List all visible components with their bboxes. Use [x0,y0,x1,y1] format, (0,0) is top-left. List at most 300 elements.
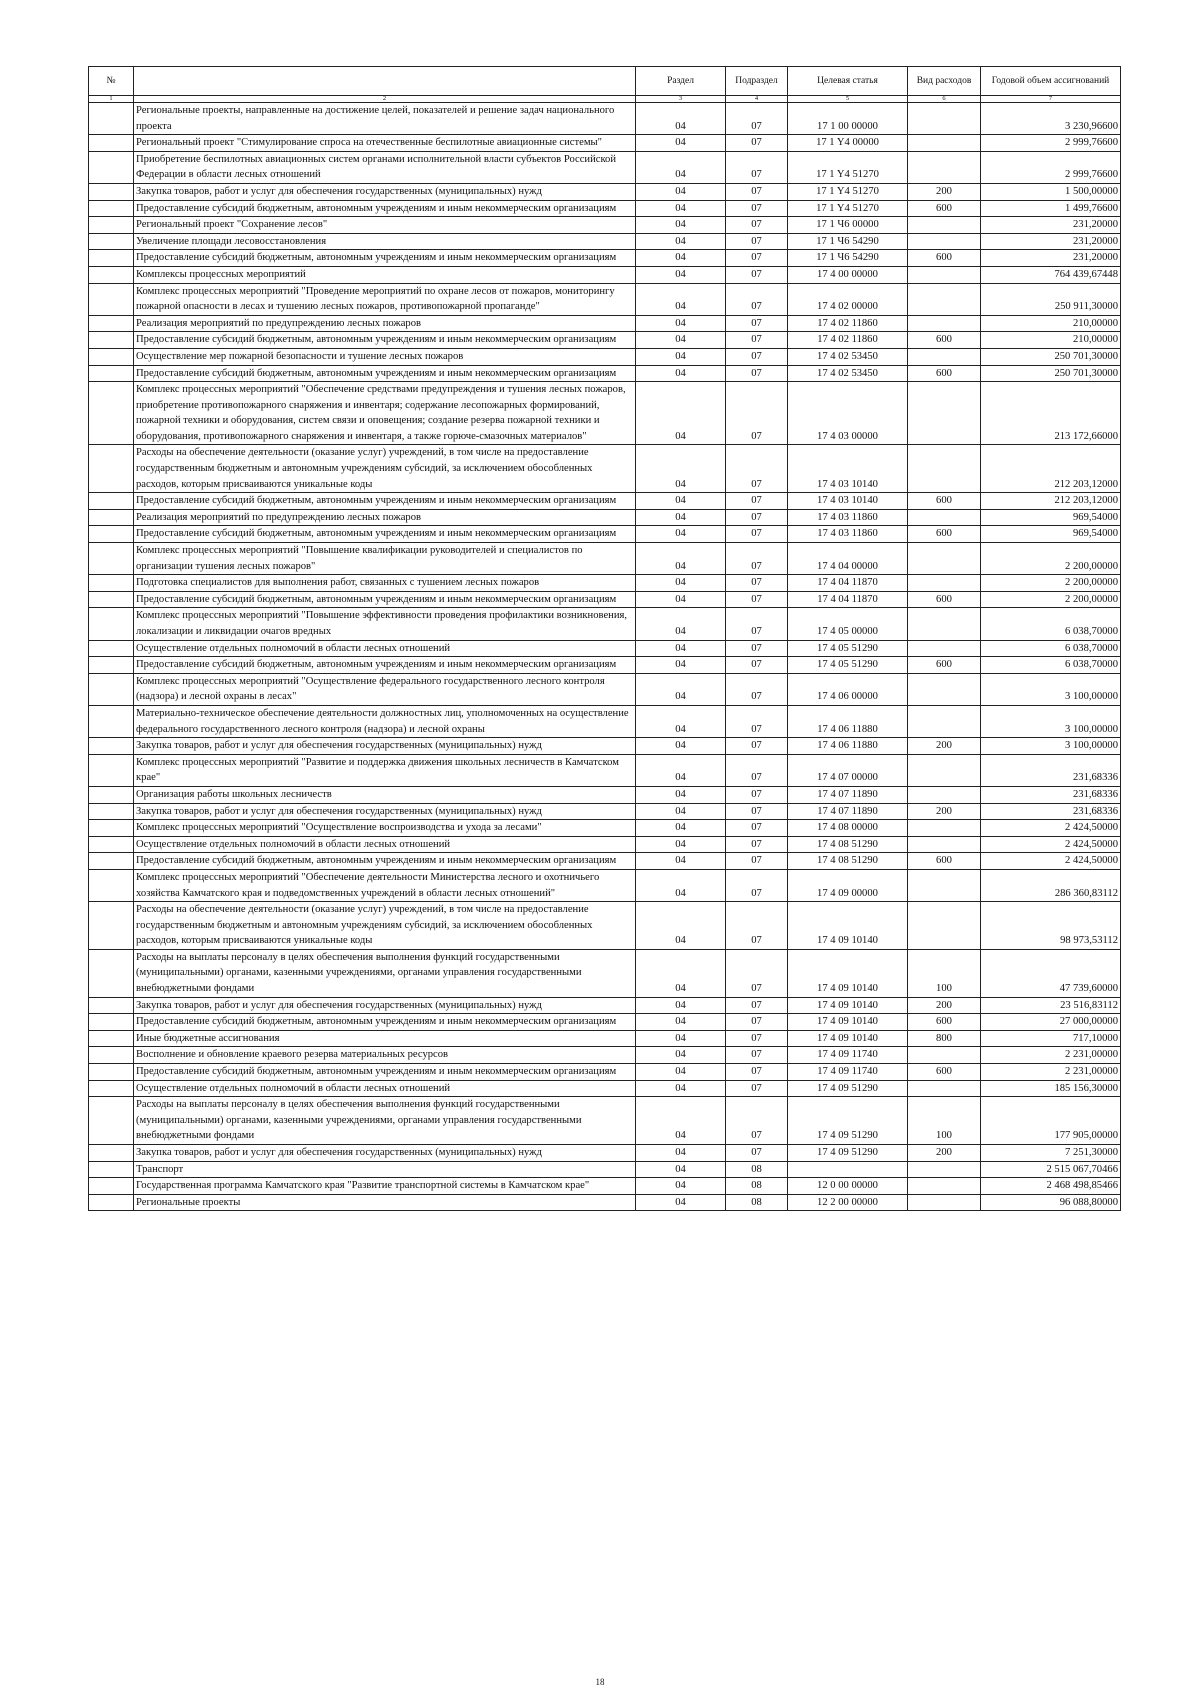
table-row [89,1161,1121,1178]
cell-podrazdel: 07 [726,869,788,901]
cell-amount: 2 424,50000 [981,836,1121,853]
cell-name: Комплекс процессных мероприятий "Повышение квалификации руководителей и специалистов по организации тушения лесных пожаров" [134,543,636,575]
cell-podrazdel: 07 [726,657,788,674]
cell-name: Комплекс процессных мероприятий "Обеспечение средствами предупреждения и тушения лесных пожаров, приобретение противопожарного снаряжения и инвентаря; содержание лесопожарных формирований, пожарной техники и оборудования, систем связи и оповещения; создание резерва пожарной техники и оборудования, противопожарного снаряжения и инвентаря, а также горюче-смазочных материалов" [134,382,636,445]
cell-name: Расходы на обеспечение деятельности (оказание услуг) учреждений, в том числе на предоставление государственным бюджетным и автономным учреждениям субсидий, за исключением обособленных расходов, которым присваиваются уникальные коды [134,445,636,493]
cell-num [89,509,134,526]
cell-vid [908,1161,981,1178]
cell-amount: 250 911,30000 [981,283,1121,315]
cell-tsel: 17 4 03 11860 [788,526,908,543]
cell-amount: 231,20000 [981,233,1121,250]
cell-vid [908,869,981,901]
cell-razdel: 04 [636,200,726,217]
cell-num [89,151,134,183]
cell-num [89,575,134,592]
table-row [89,820,1121,837]
cell-amount: 7 251,30000 [981,1145,1121,1162]
cell-name: Предоставление субсидий бюджетным, автономным учреждениям и иным некоммерческим организациям [134,365,636,382]
cell-name: Закупка товаров, работ и услуг для обеспечения государственных (муниципальных) нужд [134,1145,636,1162]
cell-tsel: 17 4 09 10140 [788,1030,908,1047]
cell-num [89,266,134,283]
cell-amount: 231,68336 [981,786,1121,803]
cell-razdel: 04 [636,233,726,250]
cell-name: Государственная программа Камчатского края "Развитие транспортной системы в Камчатском крае" [134,1178,636,1195]
cell-amount: 6 038,70000 [981,657,1121,674]
cell-razdel: 04 [636,902,726,950]
cell-num [89,853,134,870]
cell-name: Региональные проекты [134,1194,636,1211]
cell-tsel: 17 4 09 10140 [788,902,908,950]
table-row [89,738,1121,755]
cell-razdel: 04 [636,820,726,837]
cell-podrazdel: 07 [726,673,788,705]
cell-podrazdel: 07 [726,1097,788,1145]
cell-amount: 3 100,00000 [981,738,1121,755]
cell-amount: 177 905,00000 [981,1097,1121,1145]
cell-amount: 2 231,00000 [981,1064,1121,1081]
cell-tsel: 17 4 03 10140 [788,493,908,510]
cell-razdel: 04 [636,217,726,234]
cell-vid [908,786,981,803]
cell-vid: 600 [908,200,981,217]
cell-podrazdel: 07 [726,382,788,445]
cell-tsel: 17 1 00 00000 [788,103,908,135]
cell-podrazdel: 07 [726,233,788,250]
cell-amount: 2 200,00000 [981,575,1121,592]
cell-tsel: 17 4 09 11740 [788,1064,908,1081]
table-row [89,365,1121,382]
cell-name: Комплексы процессных мероприятий [134,266,636,283]
cell-name: Региональные проекты, направленные на достижение целей, показателей и решение задач национального проекта [134,103,636,135]
cell-razdel: 04 [636,382,726,445]
cell-podrazdel: 07 [726,836,788,853]
table-row [89,283,1121,315]
table-row [89,869,1121,901]
table-row [89,902,1121,950]
cell-podrazdel: 07 [726,1014,788,1031]
table-row [89,332,1121,349]
cell-tsel: 12 0 00 00000 [788,1178,908,1195]
cell-tsel: 17 4 05 00000 [788,608,908,640]
cell-razdel: 04 [636,1194,726,1211]
cell-razdel: 04 [636,1064,726,1081]
cell-podrazdel: 07 [726,902,788,950]
cell-vid: 200 [908,1145,981,1162]
cell-amount: 3 100,00000 [981,673,1121,705]
cell-podrazdel: 07 [726,103,788,135]
cell-tsel: 17 4 09 51290 [788,1145,908,1162]
cell-amount: 2 424,50000 [981,853,1121,870]
cell-vid [908,1178,981,1195]
cell-amount: 250 701,30000 [981,365,1121,382]
cell-tsel: 17 4 04 11870 [788,591,908,608]
table-row [89,103,1121,135]
cell-vid [908,1194,981,1211]
cell-vid [908,217,981,234]
cell-tsel: 17 4 00 00000 [788,266,908,283]
cell-tsel: 17 1 Y4 51270 [788,183,908,200]
cell-name: Осуществление отдельных полномочий в области лесных отношений [134,836,636,853]
header-num: № [89,67,134,96]
cell-name: Реализация мероприятий по предупреждению лесных пожаров [134,315,636,332]
cell-tsel: 17 4 03 10140 [788,445,908,493]
cell-name: Комплекс процессных мероприятий "Повышение эффективности проведения профилактики возникновения, локализации и ликвидации очагов вредных [134,608,636,640]
cell-razdel: 04 [636,1145,726,1162]
cell-name: Комплекс процессных мероприятий "Осуществление федерального государственного лесного контроля (надзора) и лесной охраны в лесах" [134,673,636,705]
cell-amount: 231,68336 [981,754,1121,786]
cell-name: Расходы на выплаты персоналу в целях обеспечения выполнения функций государственными (муниципальными) органами, казенными учреждениями, органами управления государственными внебюджетными фондами [134,949,636,997]
cell-podrazdel: 07 [726,217,788,234]
cell-name: Закупка товаров, работ и услуг для обеспечения государственных (муниципальных) нужд [134,738,636,755]
cell-razdel: 04 [636,754,726,786]
cell-amount: 764 439,67448 [981,266,1121,283]
cell-podrazdel: 07 [726,135,788,152]
cell-podrazdel: 07 [726,803,788,820]
cell-name: Предоставление субсидий бюджетным, автономным учреждениям и иным некоммерческим организациям [134,1064,636,1081]
cell-num [89,1014,134,1031]
cell-razdel: 04 [636,365,726,382]
cell-amount: 185 156,30000 [981,1080,1121,1097]
cell-razdel: 04 [636,445,726,493]
cell-amount: 717,10000 [981,1030,1121,1047]
table-row [89,640,1121,657]
cell-podrazdel: 07 [726,348,788,365]
table-row [89,1145,1121,1162]
cell-vid: 600 [908,493,981,510]
cell-razdel: 04 [636,266,726,283]
cell-podrazdel: 07 [726,332,788,349]
table-row [89,754,1121,786]
cell-tsel: 17 4 02 00000 [788,283,908,315]
cell-podrazdel: 08 [726,1178,788,1195]
cell-vid: 200 [908,803,981,820]
cell-vid [908,233,981,250]
cell-razdel: 04 [636,786,726,803]
header-name [134,67,636,96]
cell-num [89,640,134,657]
cell-amount: 231,20000 [981,250,1121,267]
table-row [89,1030,1121,1047]
cell-razdel: 04 [636,591,726,608]
column-number: 3 [636,96,726,103]
table-row [89,1178,1121,1195]
cell-tsel: 17 4 03 11860 [788,509,908,526]
cell-tsel: 17 1 Ч6 54290 [788,233,908,250]
cell-num [89,902,134,950]
cell-amount: 96 088,80000 [981,1194,1121,1211]
cell-vid: 200 [908,183,981,200]
table-row [89,493,1121,510]
cell-vid [908,382,981,445]
cell-vid: 600 [908,1064,981,1081]
cell-podrazdel: 07 [726,183,788,200]
cell-podrazdel: 07 [726,509,788,526]
cell-name: Восполнение и обновление краевого резерва материальных ресурсов [134,1047,636,1064]
table-row [89,266,1121,283]
cell-num [89,1097,134,1145]
cell-num [89,608,134,640]
cell-num [89,183,134,200]
cell-name: Предоставление субсидий бюджетным, автономным учреждениям и иным некоммерческим организациям [134,526,636,543]
cell-razdel: 04 [636,1178,726,1195]
table-row [89,836,1121,853]
cell-num [89,705,134,737]
cell-vid [908,445,981,493]
cell-vid [908,608,981,640]
table-row [89,1064,1121,1081]
cell-name: Комплекс процессных мероприятий "Проведение мероприятий по охране лесов от пожаров, мониторингу пожарной опасности в лесах и тушению лесных пожаров, противопожарной пропаганде" [134,283,636,315]
cell-vid: 600 [908,591,981,608]
cell-podrazdel: 07 [726,1030,788,1047]
table-row [89,949,1121,997]
cell-podrazdel: 07 [726,754,788,786]
cell-vid [908,575,981,592]
cell-tsel: 17 4 08 51290 [788,853,908,870]
cell-amount: 231,68336 [981,803,1121,820]
cell-num [89,836,134,853]
cell-name: Реализация мероприятий по предупреждению лесных пожаров [134,509,636,526]
cell-name: Закупка товаров, работ и услуг для обеспечения государственных (муниципальных) нужд [134,183,636,200]
table-row [89,233,1121,250]
cell-num [89,1030,134,1047]
cell-tsel: 17 4 04 11870 [788,575,908,592]
cell-tsel: 17 1 Y4 51270 [788,151,908,183]
column-number: 4 [726,96,788,103]
cell-vid [908,348,981,365]
cell-amount: 6 038,70000 [981,608,1121,640]
cell-podrazdel: 07 [726,738,788,755]
cell-name: Предоставление субсидий бюджетным, автономным учреждениям и иным некоммерческим организациям [134,853,636,870]
cell-num [89,526,134,543]
cell-name: Осуществление отдельных полномочий в области лесных отношений [134,640,636,657]
cell-razdel: 04 [636,332,726,349]
table-row [89,445,1121,493]
cell-tsel: 17 4 09 51290 [788,1080,908,1097]
cell-num [89,103,134,135]
cell-tsel: 17 4 09 10140 [788,949,908,997]
cell-amount: 1 499,76600 [981,200,1121,217]
cell-razdel: 04 [636,103,726,135]
table-row [89,315,1121,332]
cell-tsel: 17 4 09 00000 [788,869,908,901]
cell-tsel: 17 4 02 11860 [788,315,908,332]
cell-name: Предоставление субсидий бюджетным, автономным учреждениям и иным некоммерческим организациям [134,1014,636,1031]
cell-amount: 231,20000 [981,217,1121,234]
cell-num [89,200,134,217]
cell-razdel: 04 [636,608,726,640]
cell-tsel: 17 4 04 00000 [788,543,908,575]
cell-tsel: 17 4 05 51290 [788,657,908,674]
cell-name: Закупка товаров, работ и услуг для обеспечения государственных (муниципальных) нужд [134,997,636,1014]
cell-name: Комплекс процессных мероприятий "Осуществление воспроизводства и ухода за лесами" [134,820,636,837]
cell-name: Предоставление субсидий бюджетным, автономным учреждениям и иным некоммерческим организациям [134,493,636,510]
cell-vid: 600 [908,657,981,674]
cell-razdel: 04 [636,1080,726,1097]
cell-razdel: 04 [636,738,726,755]
cell-num [89,217,134,234]
cell-vid [908,543,981,575]
cell-num [89,754,134,786]
header-tsel: Целевая статья [788,67,908,96]
cell-amount: 47 739,60000 [981,949,1121,997]
cell-podrazdel: 07 [726,608,788,640]
cell-podrazdel: 07 [726,949,788,997]
table-row [89,673,1121,705]
header-podrazdel: Подраздел [726,67,788,96]
cell-podrazdel: 07 [726,315,788,332]
table-row [89,803,1121,820]
cell-razdel: 04 [636,493,726,510]
header-row [89,67,1121,96]
cell-tsel: 17 4 07 00000 [788,754,908,786]
cell-num [89,803,134,820]
cell-num [89,283,134,315]
cell-tsel: 12 2 00 00000 [788,1194,908,1211]
table-row [89,786,1121,803]
cell-amount: 969,54000 [981,526,1121,543]
cell-podrazdel: 07 [726,250,788,267]
cell-name: Комплекс процессных мероприятий "Развитие и поддержка движения школьных лесничеств в Камчатском крае" [134,754,636,786]
cell-num [89,1047,134,1064]
cell-amount: 2 200,00000 [981,591,1121,608]
cell-tsel: 17 1 Y4 51270 [788,200,908,217]
table-row [89,1047,1121,1064]
cell-razdel: 04 [636,1097,726,1145]
cell-amount: 969,54000 [981,509,1121,526]
table-row [89,217,1121,234]
table-row [89,151,1121,183]
table-row [89,575,1121,592]
cell-amount: 212 203,12000 [981,493,1121,510]
cell-podrazdel: 07 [726,543,788,575]
cell-num [89,591,134,608]
cell-amount: 2 468 498,85466 [981,1178,1121,1195]
table-row [89,543,1121,575]
cell-amount: 212 203,12000 [981,445,1121,493]
cell-num [89,348,134,365]
cell-vid [908,640,981,657]
cell-name: Приобретение беспилотных авиационных систем органами исполнительной власти субъектов Российской Федерации в области лесных отношений [134,151,636,183]
table-row [89,509,1121,526]
cell-tsel: 17 4 09 11740 [788,1047,908,1064]
table-row [89,250,1121,267]
cell-vid [908,509,981,526]
cell-num [89,949,134,997]
column-number: 5 [788,96,908,103]
cell-razdel: 04 [636,283,726,315]
cell-vid [908,266,981,283]
cell-vid: 800 [908,1030,981,1047]
cell-podrazdel: 07 [726,200,788,217]
cell-razdel: 04 [636,575,726,592]
cell-tsel: 17 4 06 11880 [788,738,908,755]
cell-vid: 200 [908,997,981,1014]
cell-amount: 210,00000 [981,332,1121,349]
cell-razdel: 04 [636,151,726,183]
cell-podrazdel: 07 [726,1080,788,1097]
cell-name: Закупка товаров, работ и услуг для обеспечения государственных (муниципальных) нужд [134,803,636,820]
cell-podrazdel: 08 [726,1194,788,1211]
cell-amount: 210,00000 [981,315,1121,332]
cell-tsel: 17 4 08 51290 [788,836,908,853]
cell-razdel: 04 [636,836,726,853]
cell-tsel: 17 4 09 10140 [788,997,908,1014]
cell-amount: 2 231,00000 [981,1047,1121,1064]
cell-podrazdel: 07 [726,1047,788,1064]
cell-num [89,493,134,510]
table-row [89,657,1121,674]
cell-amount: 3 230,96600 [981,103,1121,135]
cell-vid: 600 [908,365,981,382]
page-number: 18 [595,1677,605,1687]
cell-podrazdel: 07 [726,445,788,493]
cell-podrazdel: 07 [726,283,788,315]
table-row [89,135,1121,152]
cell-podrazdel: 07 [726,786,788,803]
header-razdel: Раздел [636,67,726,96]
cell-name: Предоставление субсидий бюджетным, автономным учреждениям и иным некоммерческим организациям [134,332,636,349]
cell-podrazdel: 07 [726,705,788,737]
table-row [89,200,1121,217]
cell-amount: 98 973,53112 [981,902,1121,950]
table-row [89,591,1121,608]
cell-tsel: 17 4 06 00000 [788,673,908,705]
cell-num [89,1161,134,1178]
cell-podrazdel: 07 [726,1145,788,1162]
cell-amount: 1 500,00000 [981,183,1121,200]
cell-num [89,250,134,267]
cell-vid: 600 [908,853,981,870]
cell-amount: 2 999,76600 [981,135,1121,152]
cell-name: Осуществление мер пожарной безопасности и тушение лесных пожаров [134,348,636,365]
cell-podrazdel: 07 [726,365,788,382]
cell-amount: 286 360,83112 [981,869,1121,901]
header-obem: Годовой объем ассигнований [981,67,1121,96]
cell-vid [908,135,981,152]
cell-podrazdel: 08 [726,1161,788,1178]
cell-podrazdel: 07 [726,575,788,592]
header-vid: Вид расходов [908,67,981,96]
cell-razdel: 04 [636,1014,726,1031]
cell-razdel: 04 [636,135,726,152]
cell-amount: 2 200,00000 [981,543,1121,575]
cell-name: Подготовка специалистов для выполнения работ, связанных с тушением лесных пожаров [134,575,636,592]
cell-num [89,332,134,349]
cell-tsel: 17 4 09 10140 [788,1014,908,1031]
column-number: 6 [908,96,981,103]
cell-podrazdel: 07 [726,591,788,608]
cell-amount: 23 516,83112 [981,997,1121,1014]
column-number: 7 [981,96,1121,103]
table-row [89,1014,1121,1031]
cell-vid [908,151,981,183]
column-number: 1 [89,96,134,103]
cell-podrazdel: 07 [726,266,788,283]
cell-vid [908,1047,981,1064]
table-row [89,1097,1121,1145]
cell-vid: 100 [908,1097,981,1145]
cell-vid: 600 [908,1014,981,1031]
cell-tsel [788,1161,908,1178]
table-row [89,997,1121,1014]
cell-name: Предоставление субсидий бюджетным, автономным учреждениям и иным некоммерческим организациям [134,657,636,674]
cell-name: Расходы на выплаты персоналу в целях обеспечения выполнения функций государственными (муниципальными) органами, казенными учреждениями, органами управления государственными внебюджетными фондами [134,1097,636,1145]
cell-razdel: 04 [636,543,726,575]
cell-podrazdel: 07 [726,853,788,870]
budget-document [88,66,1120,1211]
cell-podrazdel: 07 [726,997,788,1014]
cell-name: Предоставление субсидий бюджетным, автономным учреждениям и иным некоммерческим организациям [134,250,636,267]
